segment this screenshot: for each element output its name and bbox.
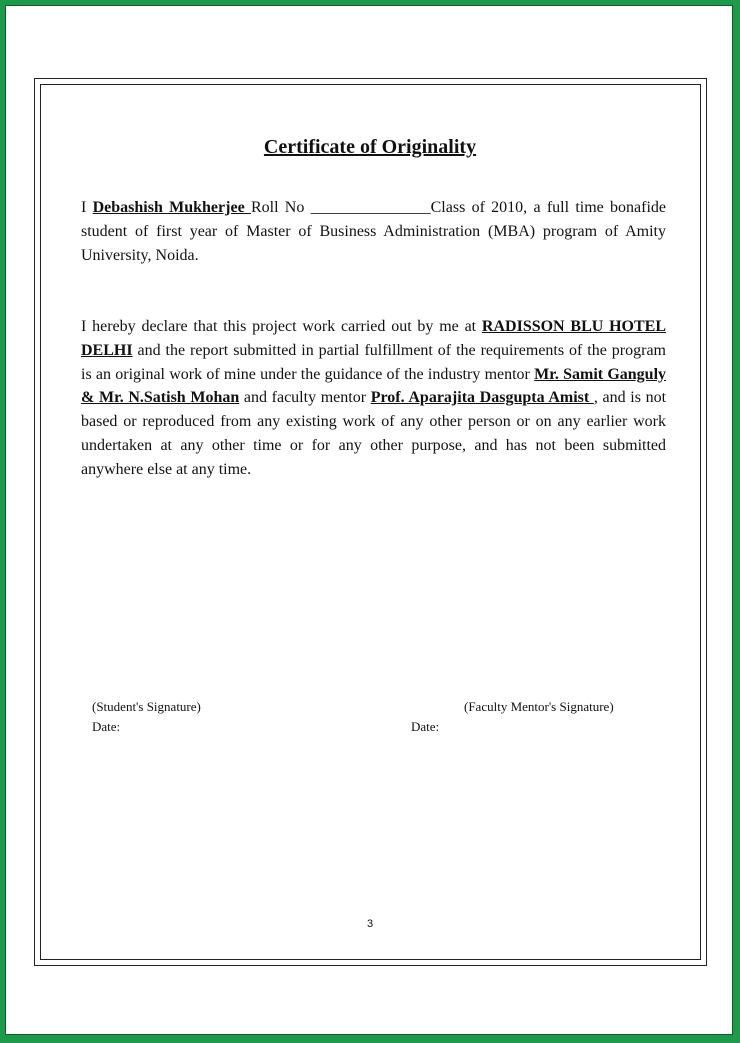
declaration-paragraph bbox=[81, 315, 666, 482]
certificate-title: Certificate of Originality bbox=[263, 136, 477, 158]
intro-paragraph bbox=[81, 196, 666, 267]
student-signature-label: (Student's Signature) bbox=[92, 699, 201, 714]
hotel-name: RADISSON BLU HOTEL DELHI bbox=[81, 318, 666, 359]
page-number: 3 bbox=[366, 918, 374, 930]
roll-number-label: Roll No _______________ bbox=[250, 199, 431, 216]
declaration-part-1: I hereby declare that this project work carried out by me at bbox=[81, 318, 482, 335]
faculty-mentor-name: Prof. Aparajita Dasgupta Amist bbox=[370, 389, 594, 407]
faculty-signature-label: (Faculty Mentor's Signature) bbox=[464, 699, 614, 714]
student-date-label: Date: bbox=[92, 719, 121, 734]
student-name: Debashish Mukherjee bbox=[92, 199, 251, 216]
industry-mentor-name: Mr. Samit Ganguly & Mr. N.Satish Mohan bbox=[81, 365, 667, 407]
declaration-part-2: and the report submitted in partial fulfillment of the requirements of the program is an original work of mine under the guidance of the industry mentor bbox=[81, 341, 666, 383]
declaration-part-3: and faculty mentor bbox=[239, 389, 371, 407]
faculty-date-label: Date: bbox=[411, 719, 440, 734]
declaration-part-4: , and is not based or reproduced from any existing work of any other person or on any earlier work undertaken at any other time or for any other purpose, and has not been submitted anywhere else at any time. bbox=[81, 389, 667, 478]
class-text: Class of 2010, a full time bonafide student of first year of Master of Business Administration (MBA) program of Amity University, Noida. bbox=[81, 199, 667, 264]
intro-prefix: I bbox=[81, 199, 93, 216]
